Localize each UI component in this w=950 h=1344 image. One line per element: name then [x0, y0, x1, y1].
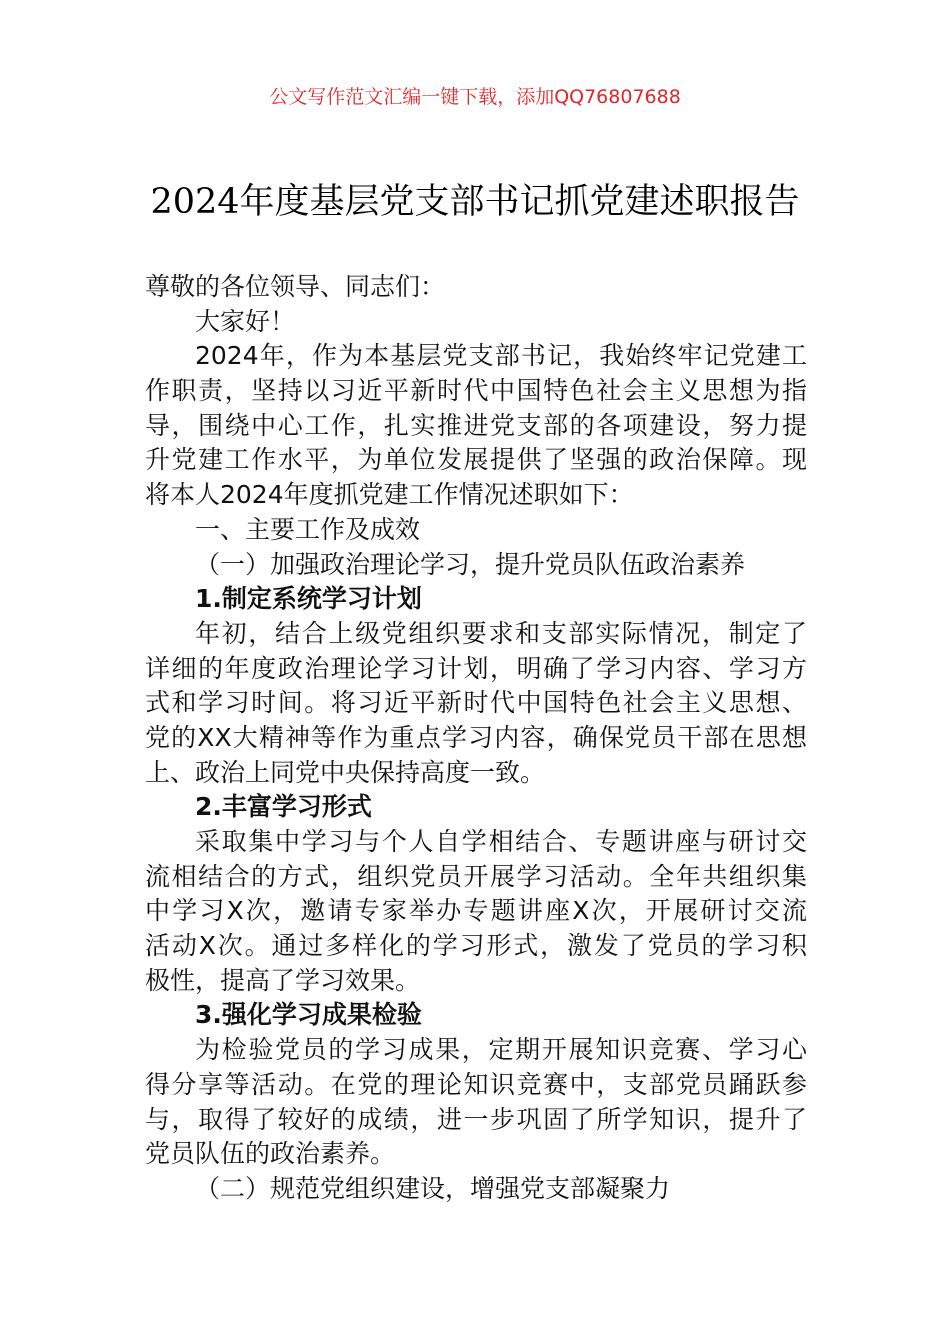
paragraph-text [145, 617, 807, 790]
paragraph-line: 将本人2024年度抓党建工作情况述职如下： [145, 480, 634, 510]
paragraph-line: 大家好！ [195, 306, 296, 336]
paragraph-heading3 [145, 790, 807, 825]
paragraph-line: 得分享等活动。在党的理论知识竞赛中，支部党员踊跃参 [145, 1069, 807, 1099]
paragraph-text [145, 305, 807, 340]
heading3-line: 2.丰富学习形式 [195, 792, 372, 822]
watermark-banner: 公文写作范文汇编一键下载，添加QQ76807688 [269, 86, 681, 108]
paragraph-line: 流相结合的方式，组织党员开展学习活动。全年共组织集 [145, 861, 807, 891]
paragraph-heading1 [145, 513, 807, 548]
paragraph-text [145, 1033, 807, 1172]
paragraph-line: 采取集中学习与个人自学相结合、专题讲座与研讨交 [195, 827, 807, 856]
heading3-line: 1.制定系统学习计划 [195, 584, 422, 614]
paragraph-line: 上、政治上同党中央保持高度一致。 [145, 757, 546, 787]
paragraph-line: 为检验党员的学习成果，定期开展知识竞赛、学习心 [195, 1035, 807, 1065]
heading2-line: （二）规范党组织建设，增强党支部凝聚力 [195, 1173, 671, 1203]
paragraph-heading3 [145, 998, 807, 1033]
paragraph-heading2 [145, 548, 807, 583]
heading3-line: 3.强化学习成果检验 [195, 1000, 422, 1030]
paragraph-text [145, 339, 807, 512]
paragraph-text [145, 825, 807, 998]
document-body [145, 270, 807, 1207]
paragraph-line: 年初，结合上级党组织要求和支部实际情况，制定了 [195, 618, 807, 648]
paragraph-line: 2024年，作为本基层党支部书记，我始终牢记党建工 [195, 341, 807, 371]
paragraph-line: 党的XX大精神等作为重点学习内容，确保党员干部在思想 [145, 722, 807, 752]
salutation-line: 尊敬的各位领导、同志们： [145, 272, 446, 301]
paragraph-line: 活动X次。通过多样化的学习形式，激发了党员的学习积 [145, 931, 807, 961]
paragraph-line: 导，围绕中心工作，扎实推进党支部的各项建设，努力提 [145, 410, 807, 440]
paragraph-heading2 [145, 1172, 807, 1207]
heading2-line: （一）加强政治理论学习，提升党员队伍政治素养 [195, 549, 746, 579]
paragraph-line: 升党建工作水平，为单位发展提供了坚强的政治保障。现 [145, 445, 807, 475]
paragraph-salutation [145, 270, 807, 305]
paragraph-line: 式和学习时间。将习近平新时代中国特色社会主义思想、 [145, 688, 807, 718]
paragraph-heading3 [145, 582, 807, 617]
document-title: 2024年度基层党支部书记抓党建述职报告 [150, 182, 800, 222]
paragraph-line: 党员队伍的政治素养。 [145, 1139, 396, 1169]
paragraph-line: 作职责，坚持以习近平新时代中国特色社会主义思想为指 [145, 376, 807, 406]
paragraph-line: 详细的年度政治理论学习计划，明确了学习内容、学习方 [145, 653, 807, 683]
paragraph-line: 极性，提高了学习效果。 [145, 965, 421, 995]
paragraph-line: 中学习X次，邀请专家举办专题讲座X次，开展研讨交流 [145, 896, 807, 926]
heading1-line: 一、主要工作及成效 [195, 514, 421, 544]
paragraph-line: 与，取得了较好的成绩，进一步巩固了所学知识，提升了 [145, 1104, 807, 1134]
